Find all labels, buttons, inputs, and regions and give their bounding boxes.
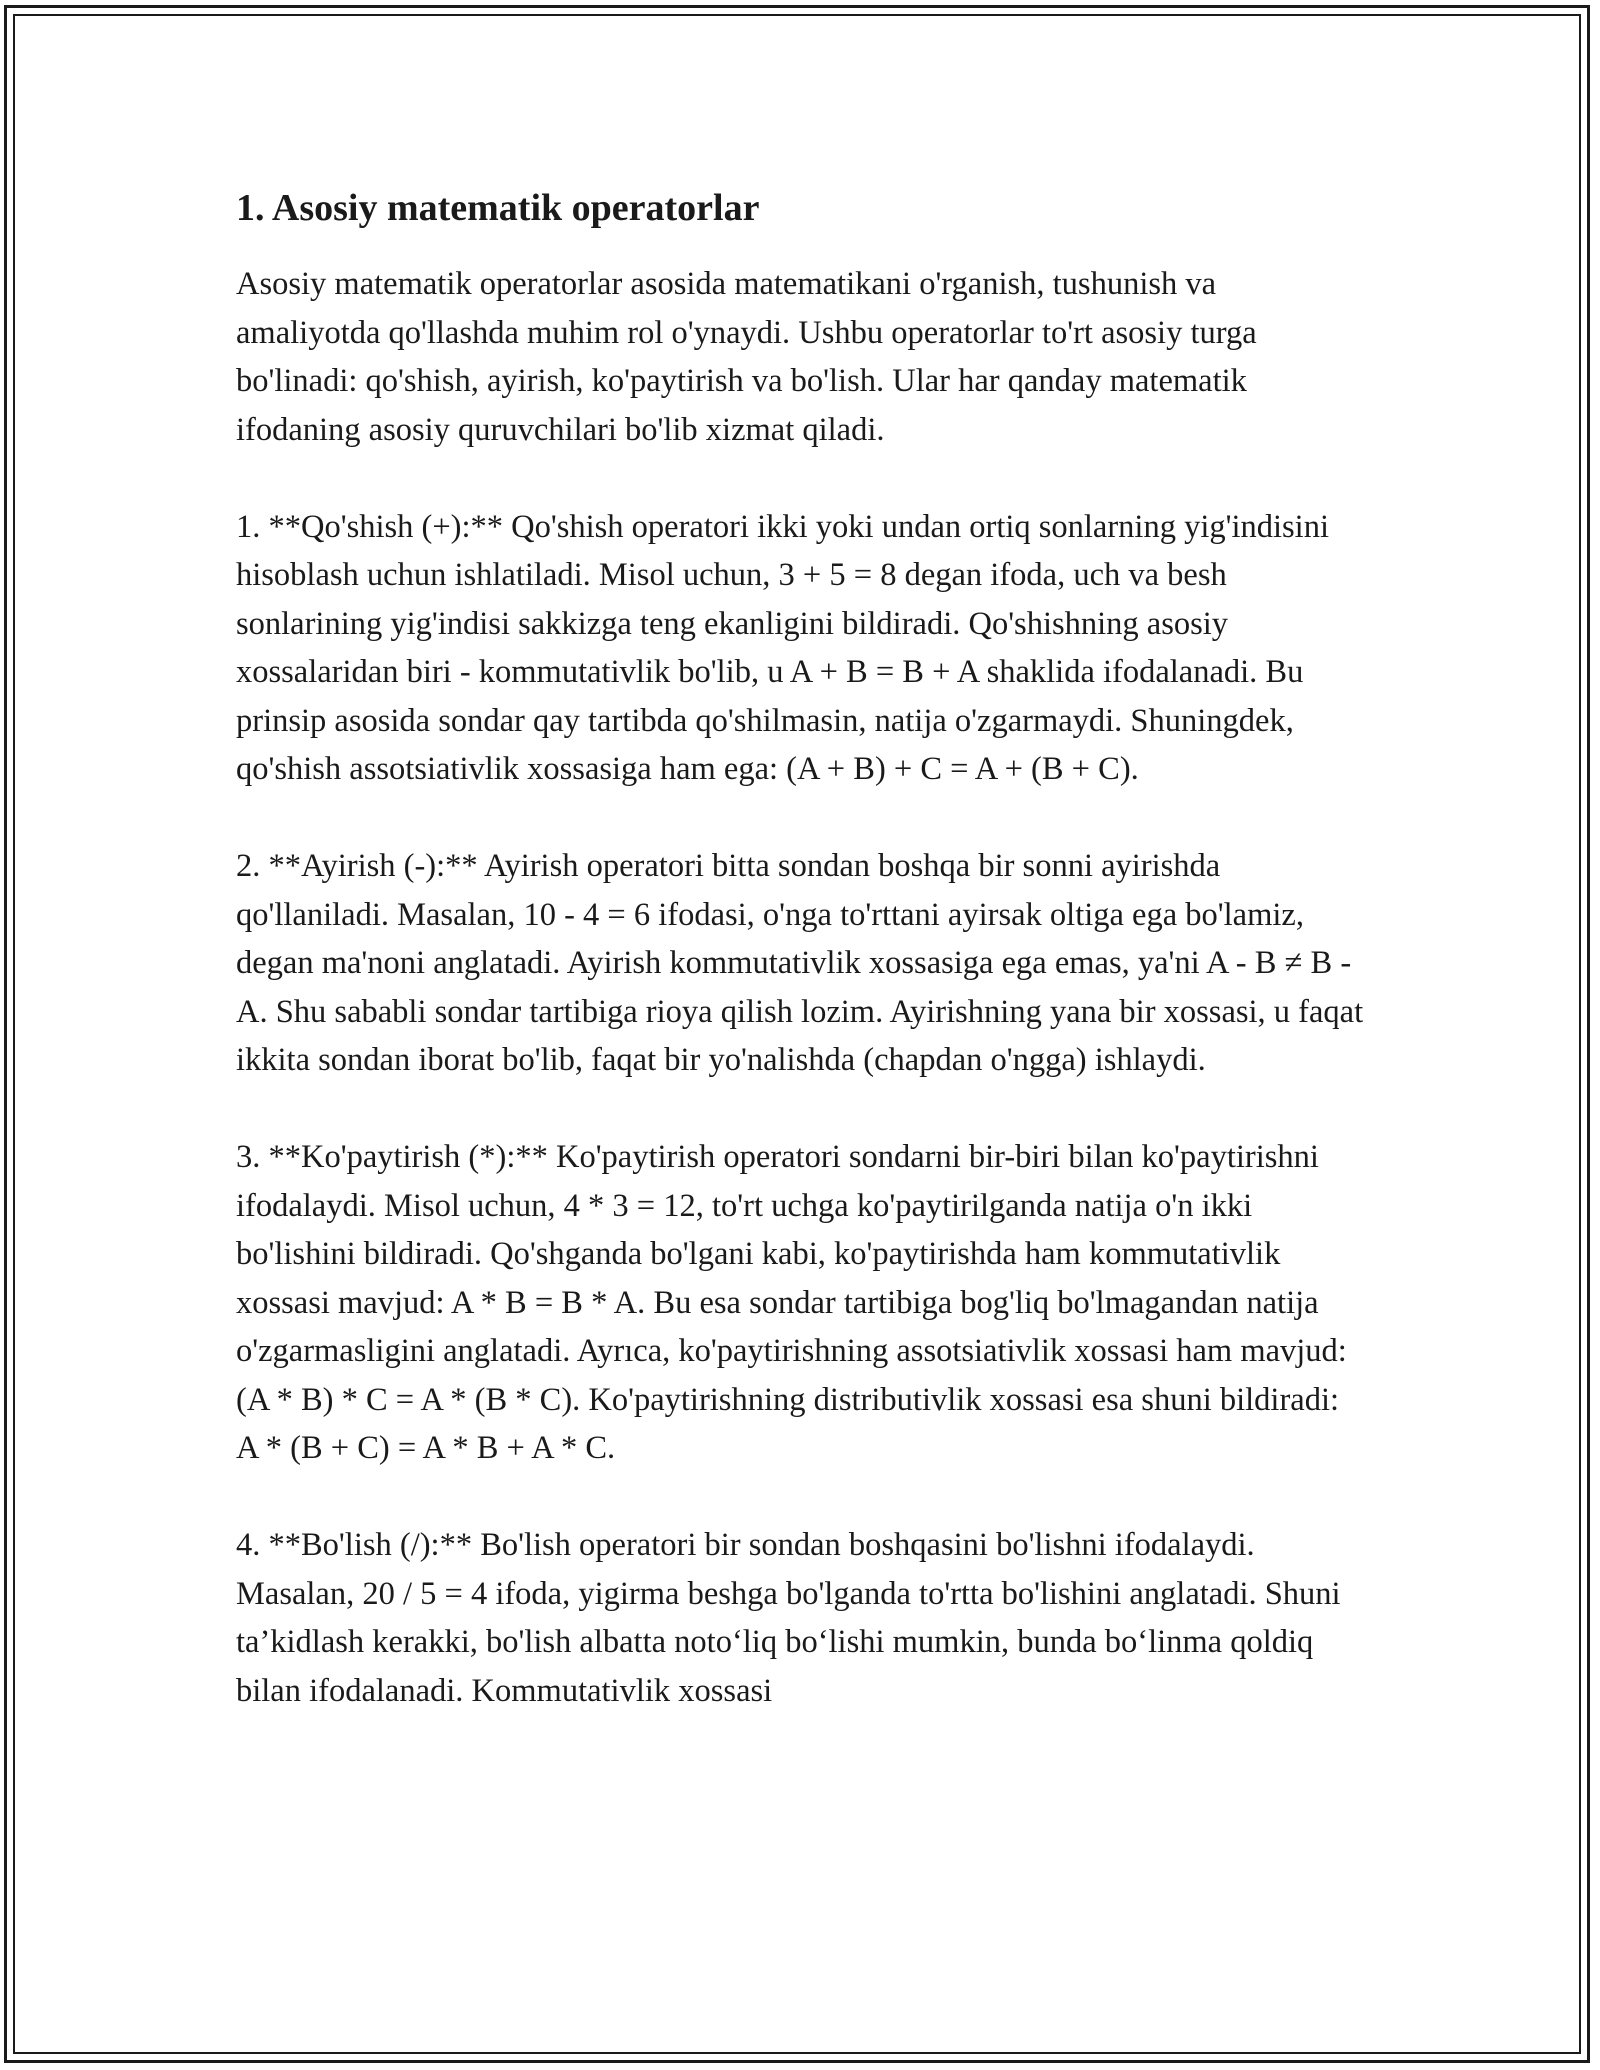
intro-paragraph: Asosiy matematik operatorlar asosida matematikani o'rganish, tushunish va amaliyotda qo'llashda muhim rol o'ynaydi. Ushbu operatorlar to'rt asosiy turga bo'linadi: qo'shish, ayirish, ko'paytirish va bo'lish. Ular har qanday matematik ifodaning asosiy quruvchilari bo'lib xizmat qiladi. [236,266,1257,448]
multiplication-paragraph: 3. **Ko'paytirish (*):** Ko'paytirish operatori sondarni bir-biri bilan ko'paytirishni ifodalaydi. Misol uchun, 4 * 3 = 12, to'rt uchga ko'paytirilganda natija o'n ikki bo'lishini bildiradi. Qo'shganda bo'lgani kabi, ko'paytirishda ham kommutativlik xossasi mavjud: A * B = B * A. Bu esa sondar tartibiga bog'liq bo'lmagandan natija o'zgarmasligini anglatadi. Ayrıca, ko'paytirishning assotsiativlik xossasi ham mavjud: (A * B) * C = A * (B * C). Ko'paytirishning distributivlik xossasi esa shuni bildiradi: A * (B + C) = A * B + A * C. [236,1139,1347,1466]
subtraction-paragraph: 2. **Ayirish (-):** Ayirish operatori bitta sondan boshqa bir sonni ayirishda qo'llaniladi. Masalan, 10 - 4 = 6 ifodasi, o'nga to'rttani ayirsak oltiga ega bo'lamiz, degan ma'noni anglatadi. Ayirish kommutativlik xossasiga ega emas, ya'ni A - B ≠ B - A. Shu sababli sondar tartibiga rioya qilish lozim. Ayirishning yana bir xossasi, u faqat ikkita sondan iborat bo'lib, faqat bir yo'nalishda (chapdan o'ngga) ishlaydi. [236,848,1364,1078]
division-paragraph: 4. **Bo'lish (/):** Bo'lish operatori bir sondan boshqasini bo'lishni ifodalaydi. Masalan, 20 / 5 = 4 ifoda, yigirma beshga bo'lganda to'rtta bo'lishini anglatadi. Shuni ta’kidlash kerakki, bo'lish albatta noto‘liq bo‘lishi mumkin, bunda bo‘linma qoldiq bilan ifodalanadi. Kommutativlik xossasi [236,1527,1341,1709]
section-heading: 1. Asosiy matematik operatorlar [236,187,760,229]
document-body [236,186,1366,1764]
addition-paragraph: 1. **Qo'shish (+):** Qo'shish operatori ikki yoki undan ortiq sonlarning yig'indisini hisoblash uchun ishlatiladi. Misol uchun, 3 + 5 = 8 degan ifoda, uch va besh sonlarining yig'indisi sakkizga teng ekanligini bildiradi. Qo'shishning asosiy xossalaridan biri - kommutativlik bo'lib, u A + B = B + A shaklida ifodalanadi. Bu prinsip asosida sondar qay tartibda qo'shilmasin, natija o'zgarmaydi. Shuningdek, qo'shish assotsiativlik xossasiga ham ega: (A + B) + C = A + (B + C). [236,508,1329,787]
